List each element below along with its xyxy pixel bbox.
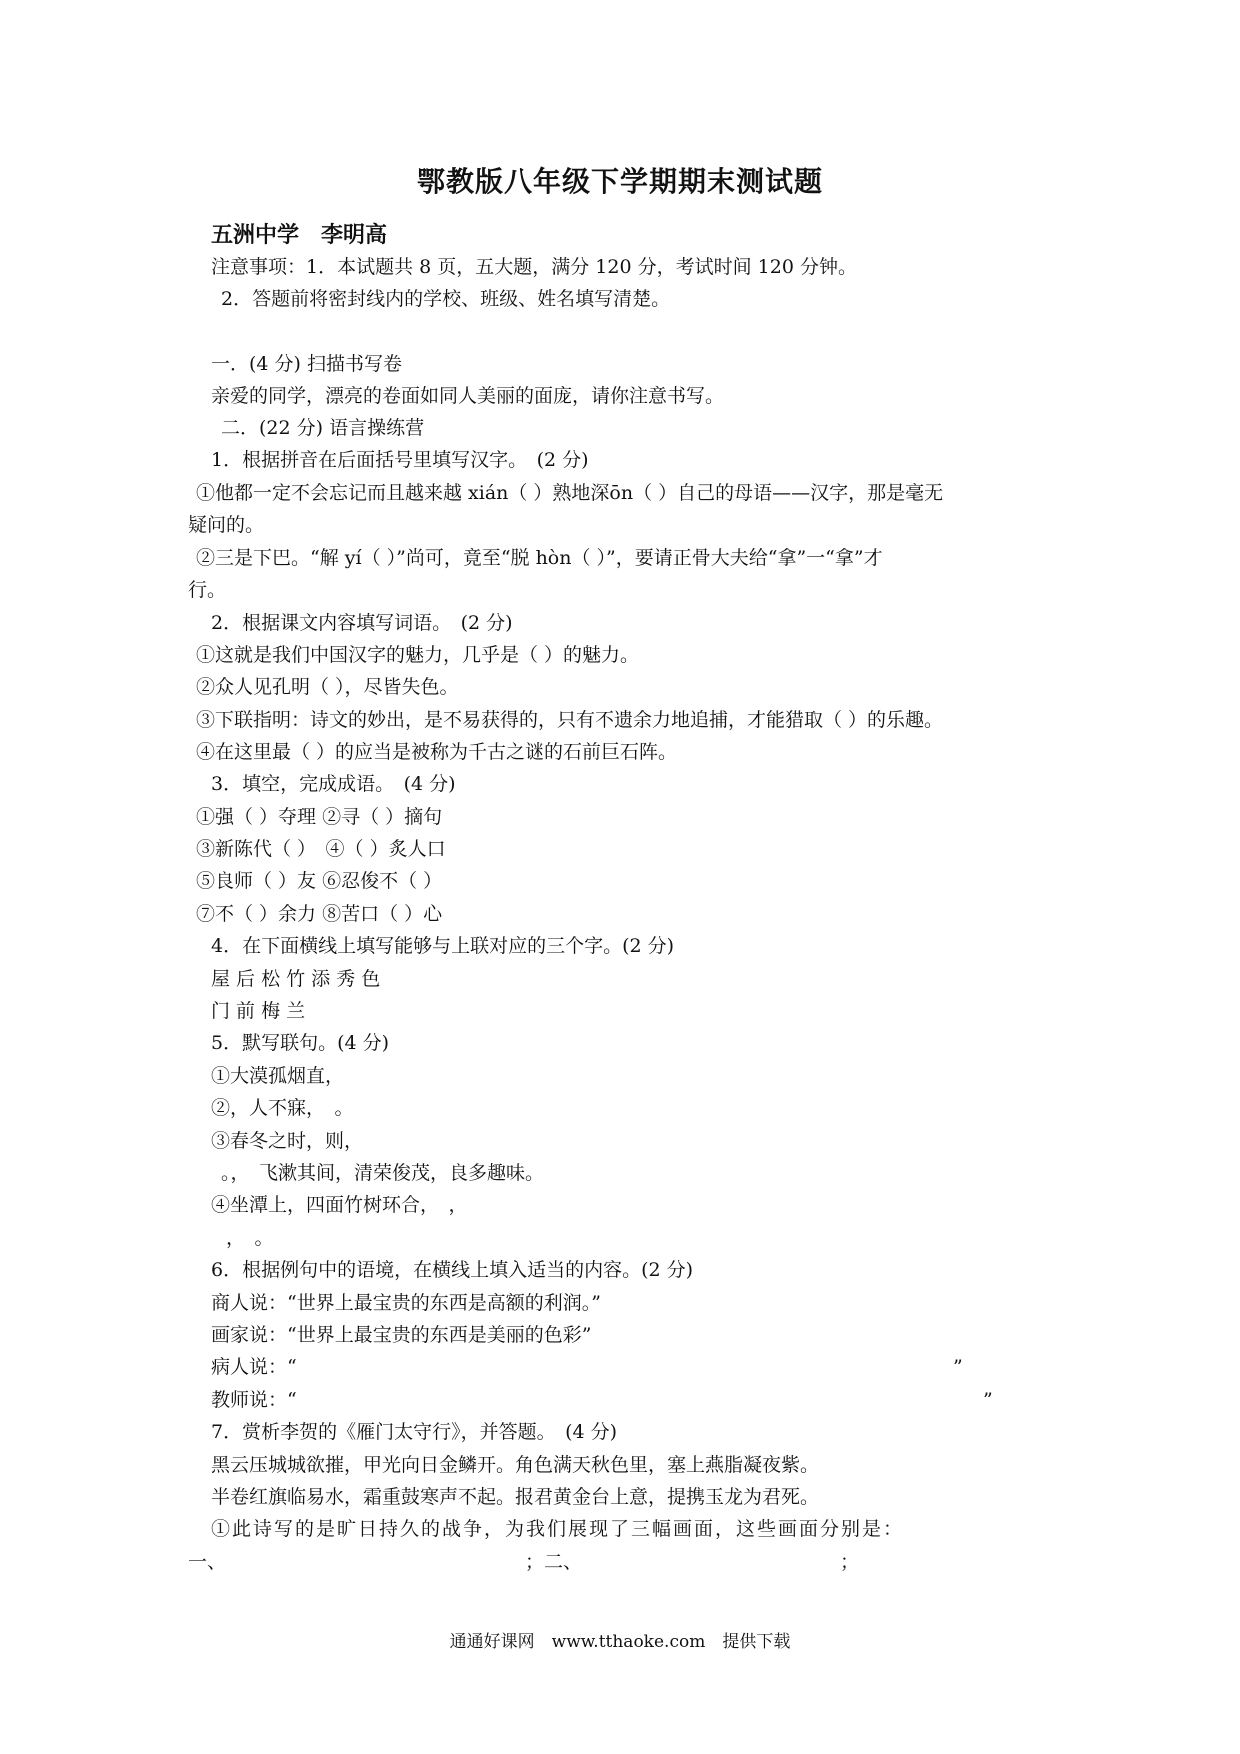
q3-stem: 3．填空，完成成语。 (4 分) xyxy=(211,773,456,795)
q5-item-2: ②，人不寐， 。 xyxy=(211,1097,354,1119)
q1-stem: 1．根据拼音在后面括号里填写汉字。 (2 分) xyxy=(211,449,589,471)
q2-item-3: ③下联指明：诗文的妙出，是不易获得的，只有不遗余力地追捕，才能猎取（ ）的乐趣。 xyxy=(196,709,944,731)
q3-item-1: ①强（ ）夺理 ②寻（ ）摘句 xyxy=(196,806,443,828)
q2-item-4: ④在这里最（ ）的应当是被称为千古之谜的石前巨石阵。 xyxy=(196,741,678,763)
section1-heading: 一．(4 分) 扫描书写卷 xyxy=(211,353,402,375)
q1-a-line2: 疑问的。 xyxy=(188,514,265,536)
q7-stem: 7．赏析李贺的《雁门太守行》，并答题。 (4 分) xyxy=(211,1421,618,1443)
notes-line-1: 注意事项：1．本试题共 8 页，五大题，满分 120 分，考试时间 120 分钟。 xyxy=(211,256,857,278)
q4-stem: 4．在下面横线上填写能够与上联对应的三个字。(2 分) xyxy=(211,935,675,957)
q7-sub1-part1: 一、 xyxy=(188,1551,227,1573)
footer-download-note: 通通好课网 www.tthaoke.com 提供下载 xyxy=(449,1632,791,1652)
section1-text: 亲爱的同学，漂亮的卷面如同人美丽的面庞，请你注意书写。 xyxy=(211,385,725,407)
q7-sub1-sep1: ；二、 xyxy=(525,1551,583,1573)
q6-patient-close: ” xyxy=(953,1356,963,1378)
q5-item-6: ， 。 xyxy=(226,1227,274,1249)
q2-item-2: ②众人见孔明（ ），尽皆失色。 xyxy=(196,676,459,698)
q5-item-4: 。， 飞漱其间，清荣俊茂，良多趣味。 xyxy=(221,1162,545,1184)
q5-stem: 5．默写联句。(4 分) xyxy=(211,1032,390,1054)
section2-heading: 二．(22 分) 语言操练营 xyxy=(221,417,425,439)
q5-item-5: ④坐潭上，四面竹树环合， ， xyxy=(211,1194,468,1216)
q6-teacher-open: 教师说：“ xyxy=(211,1389,297,1411)
q1-b-line1: ②三是下巴。“解 yí（ ）”尚可，竟至“脱 hòn（ ）”，要请正骨大夫给“拿”一“拿”才 xyxy=(196,547,883,569)
q4-upper-couplet: 屋 后 松 竹 添 秀 色 xyxy=(211,968,381,990)
q1-a-line1: ①他都一定不会忘记而且越来越 xián（ ）熟地深ōn（ ）自己的母语——汉字，那是毫无 xyxy=(196,482,944,504)
q4-lower-couplet: 门 前 梅 兰 xyxy=(211,1000,306,1022)
q7-poem-line-2: 半卷红旗临易水，霜重鼓寒声不起。报君黄金台上意，提携玉龙为君死。 xyxy=(211,1486,820,1508)
q3-item-3: ⑤良师（ ）友 ⑥忍俊不（ ） xyxy=(196,870,443,892)
q7-sub1-sep2: ； xyxy=(840,1551,860,1573)
q5-item-1: ①大漠孤烟直， xyxy=(211,1065,345,1087)
q7-sub1-line: ①此诗写的是旷日持久的战争，为我们展现了三幅画面，这些画面分别是： xyxy=(211,1518,905,1540)
page-title: 鄂教版八年级下学期期末测试题 xyxy=(416,165,823,198)
q2-item-1: ①这就是我们中国汉字的魅力，几乎是（ ）的魅力。 xyxy=(196,644,640,666)
q3-item-4: ⑦不（ ）余力 ⑧苦口（ ）心 xyxy=(196,903,443,925)
q6-merchant-line: 商人说：“世界上最宝贵的东西是高额的利润。” xyxy=(211,1292,601,1314)
author-line: 五洲中学 李明高 xyxy=(211,223,388,248)
q2-stem: 2．根据课文内容填写词语。 (2 分) xyxy=(211,612,513,634)
q6-painter-line: 画家说：“世界上最宝贵的东西是美丽的色彩” xyxy=(211,1324,592,1346)
q1-b-line2: 行。 xyxy=(188,579,227,601)
q6-teacher-close: ” xyxy=(983,1389,993,1411)
q6-stem: 6．根据例句中的语境，在横线上填入适当的内容。(2 分) xyxy=(211,1259,694,1281)
q5-item-3: ③春冬之时，则， xyxy=(211,1130,364,1152)
q7-poem-line-1: 黑云压城城欲摧，甲光向日金鳞开。角色满天秋色里，塞上燕脂凝夜紫。 xyxy=(211,1454,820,1476)
q3-item-2: ③新陈代（ ） ④（ ）炙人口 xyxy=(196,838,446,860)
q6-patient-open: 病人说：“ xyxy=(211,1356,297,1378)
notes-line-2: 2．答题前将密封线内的学校、班级、姓名填写清楚。 xyxy=(221,288,671,310)
